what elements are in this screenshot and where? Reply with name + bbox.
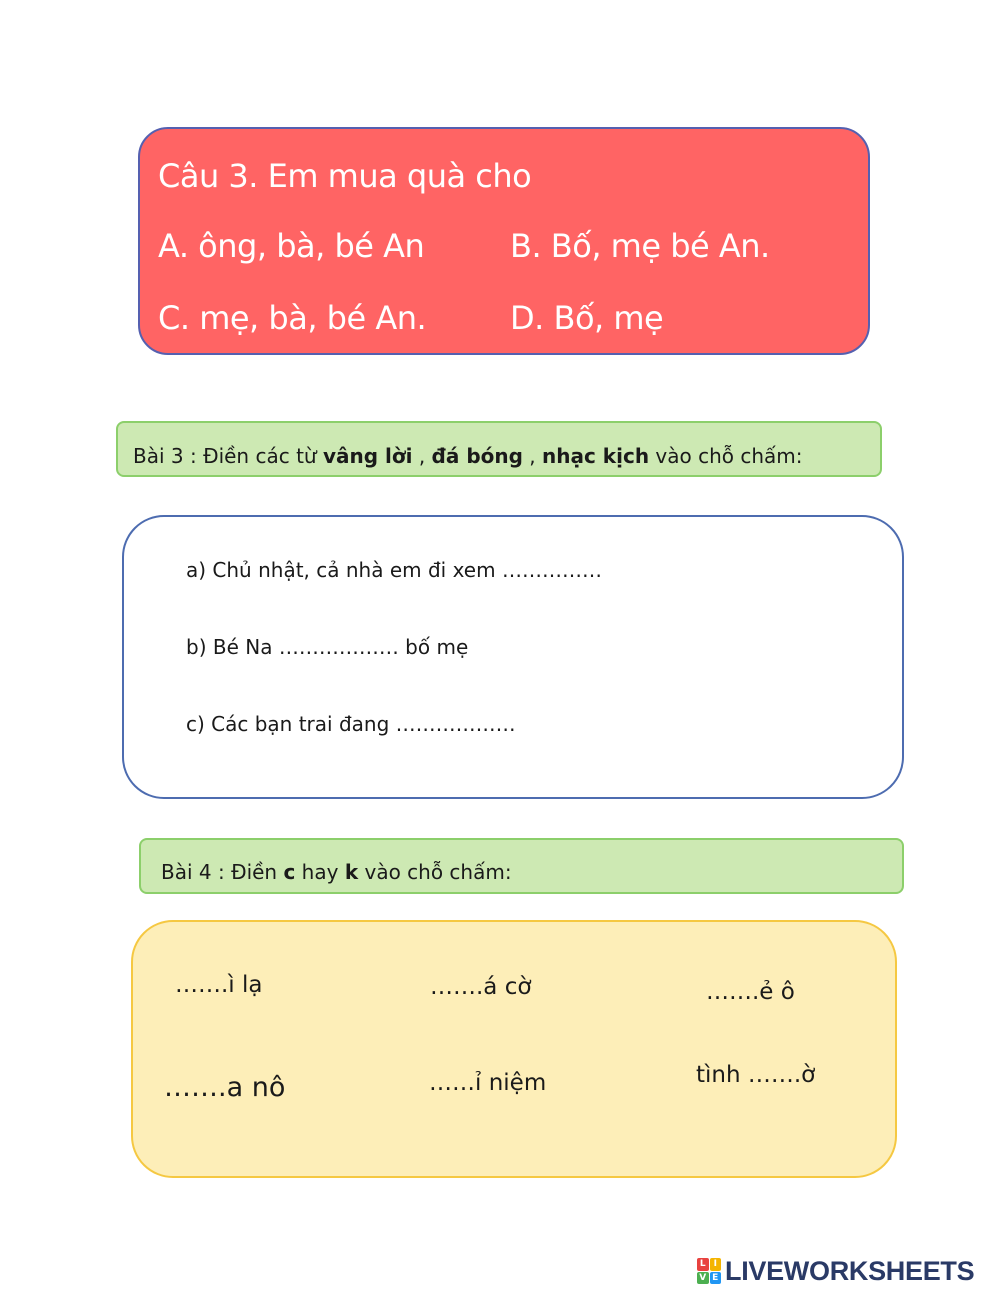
word-vang-loi: vâng lời [322,444,413,468]
option-c[interactable]: C. mẹ, bà, bé An. [158,299,427,337]
exercise-4-header [139,838,904,894]
exercise-4-item-1[interactable]: …….ì lạ [175,972,263,998]
option-a[interactable]: A. ông, bà, bé An [158,227,425,265]
exercise-4-item-4[interactable]: …….a nô [164,1072,286,1103]
letter-c: c [283,860,296,884]
word-da-bong: đá bóng [431,444,523,468]
exercise-4-item-6[interactable]: tình …….ờ [696,1062,816,1088]
liveworksheets-logo [697,1255,974,1287]
logo-text: LIVEWORKSHEETS [725,1255,975,1286]
exercise-4-item-3[interactable]: …….ẻ ô [706,979,795,1005]
question-3-title: Câu 3. Em mua quà cho [158,157,532,195]
option-b[interactable]: B. Bố, mẹ bé An. [510,227,770,265]
exercise-3-item-c[interactable]: c) Các bạn trai đang ……………… [186,712,516,736]
exercise-3-instruction: Bài 3 : Điền các từ vâng lời , đá bóng , nhạc kịch vào chỗ chấm: [133,444,803,468]
question-3-card [138,127,870,355]
exercise-4-instruction: Bài 4 : Điền c hay k vào chỗ chấm: [161,860,512,884]
exercise-4-item-5[interactable]: ……ỉ niệm [429,1070,547,1096]
exercise-3-header [116,421,882,477]
letter-k: k [344,860,359,884]
exercise-4-box [131,920,897,1178]
exercise-4-item-2[interactable]: …….á cờ [430,974,532,1000]
word-nhac-kich: nhạc kịch [542,444,650,468]
exercise-3-item-b[interactable]: b) Bé Na ……………… bố mẹ [186,635,469,659]
option-d[interactable]: D. Bố, mẹ [510,299,664,337]
exercise-3-box [122,515,904,799]
exercise-3-item-a[interactable]: a) Chủ nhật, cả nhà em đi xem …………… [186,558,602,582]
liveworksheets-mark-icon: L I V E [697,1258,721,1284]
